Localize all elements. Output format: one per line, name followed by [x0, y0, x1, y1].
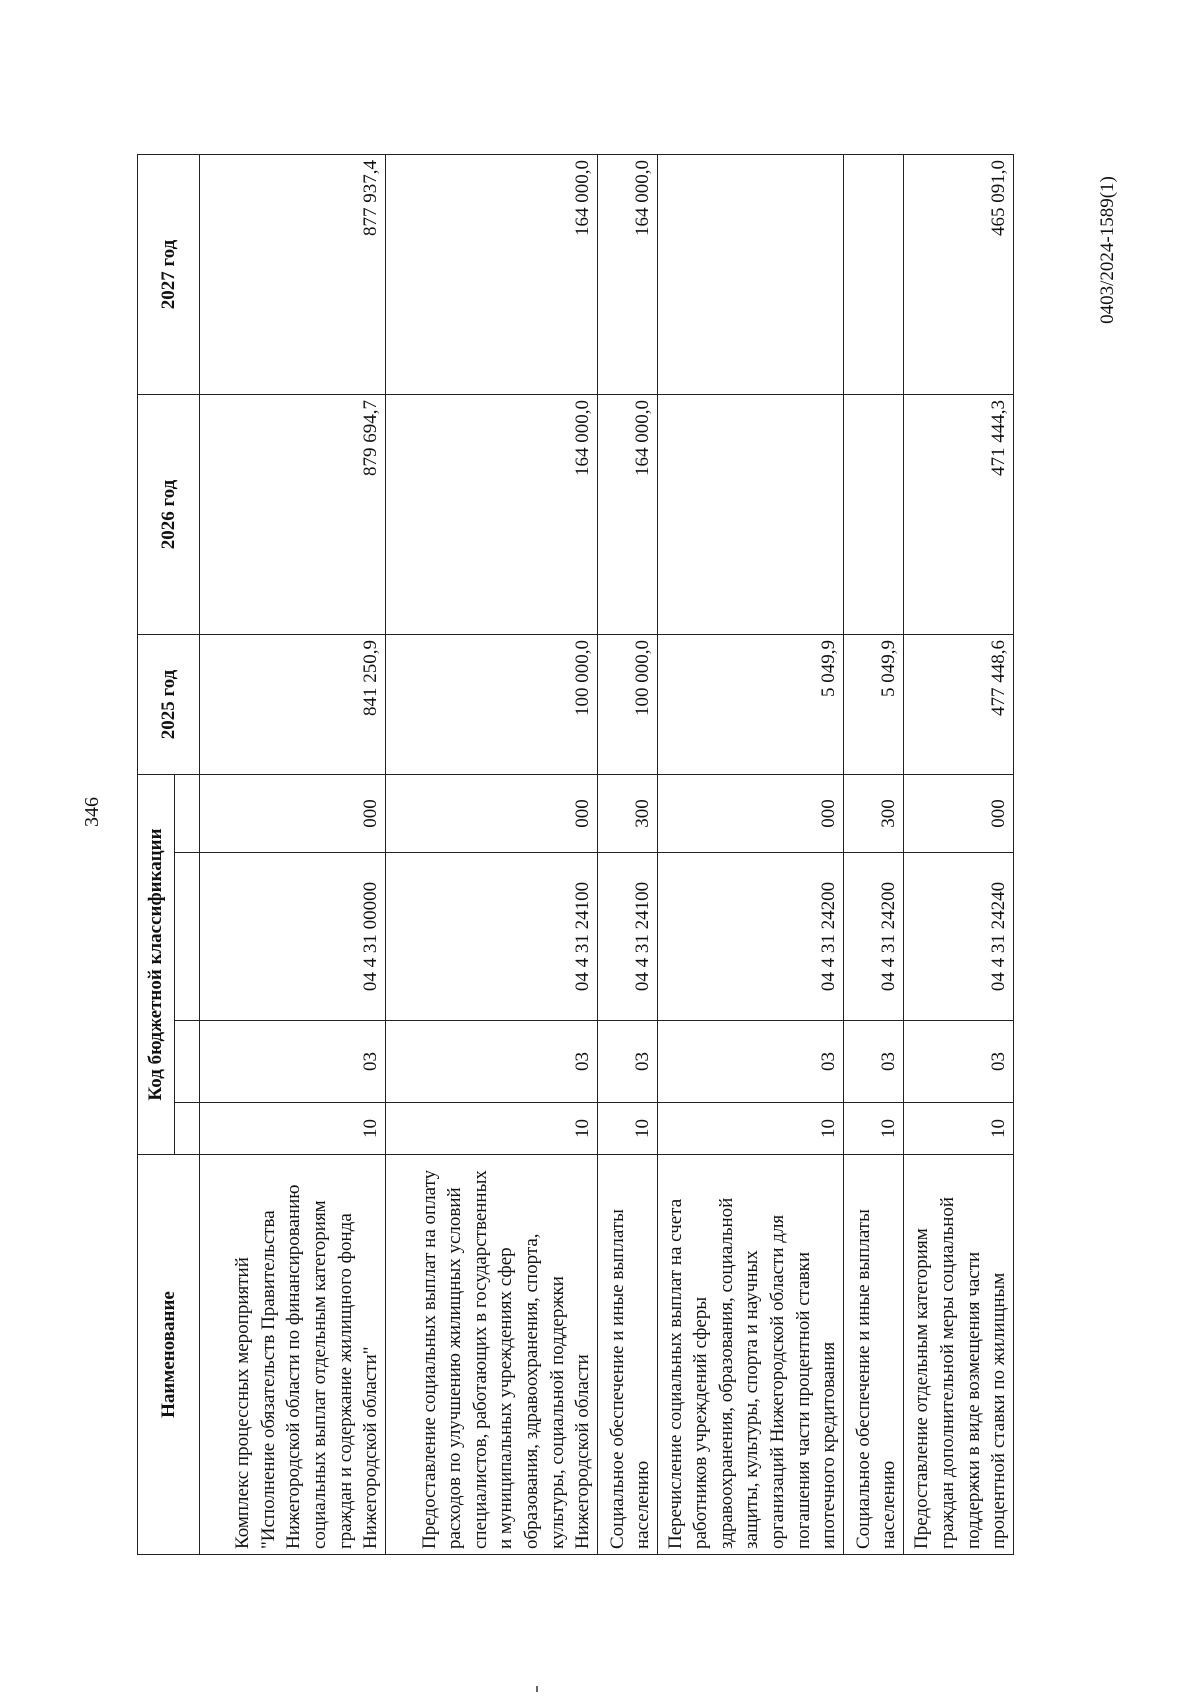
row-value-2027: [844, 154, 904, 394]
row-code-target: 04 4 31 24200: [658, 853, 844, 1021]
budget-table-frame: [137, 155, 1047, 1555]
row-code-target: 04 4 31 24100: [598, 853, 658, 1021]
subheader-cell: [175, 853, 200, 1021]
row-code-section: 10: [658, 1103, 844, 1155]
row-value-2025: 100 000,0: [598, 634, 658, 774]
row-value-2026: 164 000,0: [598, 394, 658, 634]
table-row: [658, 154, 844, 1554]
row-code-expense-type: 000: [904, 774, 1014, 852]
row-value-2026: 471 444,3: [904, 394, 1014, 634]
row-name: Предоставление социальных выплат на оплату расходов по улучшению жилищных условий специалистов, работающих в государственных и муниципальных учреждениях сфер образования, здравоохранения, спорта, культуры, социальной поддержки Нижегородской области: [386, 1155, 598, 1555]
document-code-text: 0403/2024-1589(1): [1097, 176, 1118, 324]
page-edge-mark: [536, 1686, 538, 1692]
row-name: Перечисление социальных выплат на счета работников учреждений сферы здравоохранения, образования, социальной защиты, культуры, спорта и научных организаций Нижегородской области для погашения части процентной ставки ипотечного кредитования: [658, 1155, 844, 1555]
subheader-cell: [175, 1103, 200, 1155]
row-code-subsection: 03: [904, 1021, 1014, 1103]
row-code-section: 10: [844, 1103, 904, 1155]
row-code-target: 04 4 31 00000: [200, 853, 386, 1021]
row-value-2026: 879 694,7: [200, 394, 386, 634]
row-name: Предоставление отдельным категориям граждан дополнительной меры социальной поддержки в виде возмещения части процентной ставки по жилищным: [904, 1155, 1014, 1555]
row-code-expense-type: 000: [386, 774, 598, 852]
row-code-section: 10: [200, 1103, 386, 1155]
row-value-2027: [658, 154, 844, 394]
row-code-expense-type: 300: [844, 774, 904, 852]
row-code-expense-type: 300: [598, 774, 658, 852]
header-2026: 2026 год: [138, 394, 200, 634]
header-code-group: Код бюджетной классификации: [138, 774, 175, 1154]
header-name: Наименование: [138, 1155, 200, 1555]
row-name: Комплекс процессных мероприятий "Исполнение обязательств Правительства Нижегородской области по финансированию социальных выплат отдельным категориям граждан и содержание жилищного фонда Нижегородской области": [200, 1155, 386, 1555]
row-value-2027: 164 000,0: [598, 154, 658, 394]
row-name: Социальное обеспечение и иные выплаты населению: [844, 1155, 904, 1555]
row-code-subsection: 03: [598, 1021, 658, 1103]
row-value-2027: 465 091,0: [904, 154, 1014, 394]
table-row: [386, 154, 598, 1554]
row-value-2025: 100 000,0: [386, 634, 598, 774]
row-code-subsection: 03: [658, 1021, 844, 1103]
row-code-section: 10: [904, 1103, 1014, 1155]
row-value-2025: 841 250,9: [200, 634, 386, 774]
row-code-section: 10: [598, 1103, 658, 1155]
page-number: 346: [80, 797, 103, 827]
row-code-section: 10: [386, 1103, 598, 1155]
table-header-row: [138, 154, 175, 1554]
subheader-cell: [175, 774, 200, 852]
table-row: [598, 154, 658, 1554]
row-code-target: 04 4 31 24240: [904, 853, 1014, 1021]
budget-table: [137, 154, 1014, 1555]
row-value-2025: 5 049,9: [844, 634, 904, 774]
document-code: [1097, 176, 1118, 324]
row-code-target: 04 4 31 24100: [386, 853, 598, 1021]
row-value-2025: 477 448,6: [904, 634, 1014, 774]
row-code-subsection: 03: [200, 1021, 386, 1103]
row-name: Социальное обеспечение и иные выплаты населению: [598, 1155, 658, 1555]
row-value-2026: [844, 394, 904, 634]
header-2025: 2025 год: [138, 634, 200, 774]
row-code-expense-type: 000: [658, 774, 844, 852]
row-value-2025: 5 049,9: [658, 634, 844, 774]
row-value-2026: [658, 394, 844, 634]
subheader-cell: [175, 1021, 200, 1103]
row-code-subsection: 03: [844, 1021, 904, 1103]
table-row: [904, 154, 1014, 1554]
header-2027: 2027 год: [138, 154, 200, 394]
row-value-2026: 164 000,0: [386, 394, 598, 634]
table-row: [844, 154, 904, 1554]
row-code-subsection: 03: [386, 1021, 598, 1103]
row-value-2027: 164 000,0: [386, 154, 598, 394]
row-code-expense-type: 000: [200, 774, 386, 852]
table-row: [200, 154, 386, 1554]
row-code-target: 04 4 31 24200: [844, 853, 904, 1021]
row-value-2027: 877 937,4: [200, 154, 386, 394]
